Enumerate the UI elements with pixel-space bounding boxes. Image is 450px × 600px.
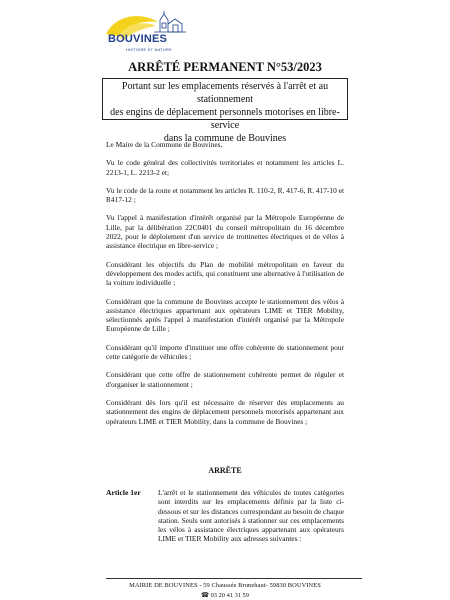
logo-tagline: HISTOIRE ET NATURE: [126, 47, 172, 52]
footer-phone: ☎ 03 20 41 31 59: [201, 592, 249, 599]
subject-line: des engins de déplacement personnels motorises en libre-service: [110, 107, 340, 131]
considerant-paragraph: Considérant les objectifs du Plan de mobilité métropolitain en faveur du développement des modes actifs, qui constituent une alternative à l'utilisation de la voiture individuelle ;: [106, 259, 344, 288]
mayor-line: Le Maire de la Commune de Bouvines,: [106, 140, 223, 149]
vu-paragraph: Vu le code général des collectivités territoriales et notamment les articles L. 2213-1, L. 2213-2 et;: [106, 158, 344, 177]
vu-paragraph: Vu le code de la route et notamment les articles R. 110-2, R. 417-6, R. 417-10 et R417-12 ;: [106, 185, 344, 205]
arrete-heading: ARRÊTE: [208, 466, 242, 475]
article-text: L'arrêt et le stationnement des véhicules de toutes catégories sont interdits sur les emplacements définis par la liste ci-dessous et sur les distances correspondant au besoin de chaque station. Seuls sont autorisés à stationner sur ces emplacements les vélos à assistance électriques appartenant aux opérateurs LIME et TIER Mobility aux adresses suivantes :: [158, 488, 344, 544]
preamble: [106, 140, 344, 435]
article-label: Article 1er: [106, 488, 141, 497]
considerant-paragraph: Considérant dès lors qu'il est nécessaire de réserver des emplacements au stationnement des engins de déplacement personnels motorisés appartenant aux opérateurs LIME et TIER Mobility, dans la commune de Bouvines ;: [106, 397, 344, 426]
subject-line: dans la commune de Bouvines: [163, 133, 287, 144]
vu-paragraph: Vu l'appel à manifestation d'intérêt organisé par la Métropole Européenne de Lille, par la délibération 22C0401 du conseil métropolitain du 16 décembre 2022, pour le déploiement d'un service de trottinettes électriques et de vélos à assistance électrique en libre-service ;: [106, 213, 344, 251]
subject-line: Portant sur les emplacements réservés à l'arrêt et au stationnement: [121, 81, 329, 105]
subject-box: [102, 78, 348, 144]
considerant-paragraph: Considérant que la commune de Bouvines accepte le stationnement des vélos à assistance électriques appartenant aux opérateurs LIME et TIER Mobility, sélectionnés après l'appel à manifestation d'intérêt organisé par la Métropole Européenne de Lille ;: [106, 296, 344, 334]
considerant-paragraph: Considérant que cette offre de stationnement cohérente permet de réguler et d'organiser le stationnement ;: [106, 370, 344, 389]
footer-divider: [106, 578, 362, 579]
considerant-paragraph: Considérant qu'il importe d'instituer une offre cohérente de stationnement pour cette catégorie de véhicules ;: [106, 342, 344, 362]
footer-address: MAIRIE DE BOUVINES - 59 Chaussée Brunehaut- 59830 BOUVINES: [129, 582, 321, 589]
logo-name: BOUVINES: [108, 33, 168, 45]
bouvines-logo: [98, 10, 190, 54]
document-title: ARRÊTÉ PERMANENT N°53/2023: [128, 60, 322, 74]
